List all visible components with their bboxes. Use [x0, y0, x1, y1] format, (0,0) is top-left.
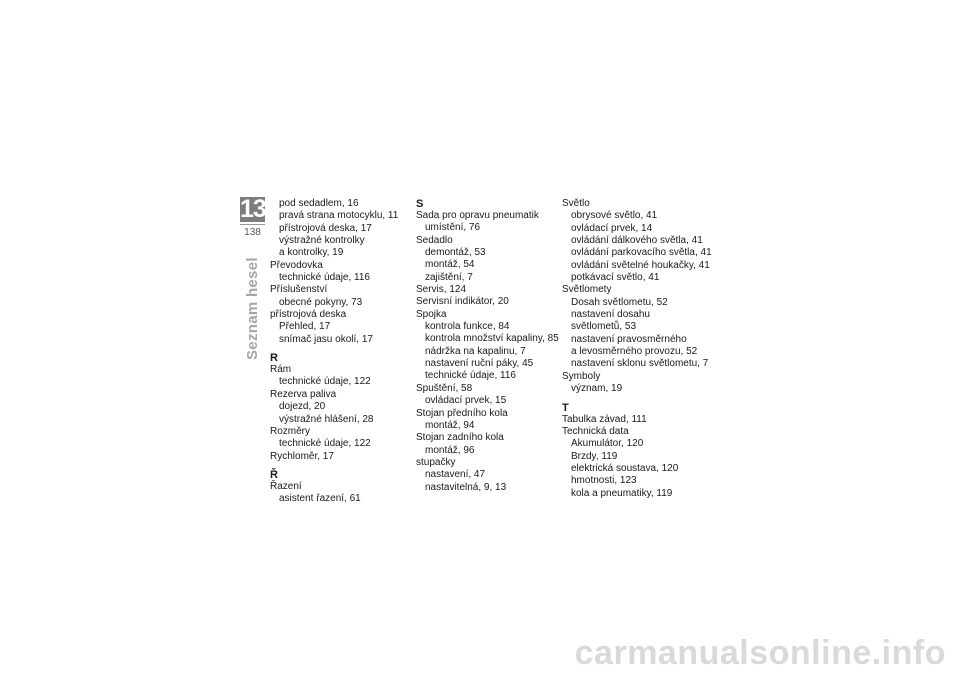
- index-subentry: a kontrolky, 19: [279, 247, 344, 259]
- index-entry: Stojan předního kola: [416, 407, 508, 419]
- index-subentry: význam, 19: [571, 383, 623, 395]
- index-subentry: nastavitelná, 9, 13: [425, 481, 507, 493]
- index-subentry: Přehled, 17: [279, 321, 331, 333]
- index-entry: Rozměry: [270, 425, 311, 437]
- chapter-number: 13: [240, 195, 266, 223]
- index-subentry: montáž, 94: [425, 419, 475, 431]
- index-subentry: hmotnosti, 123: [571, 475, 637, 487]
- index-subentry: umístění, 76: [425, 222, 481, 234]
- index-letter-heading: T: [562, 401, 569, 414]
- index-entry: stupačky: [416, 456, 456, 468]
- index-subentry: Dosah světlometu, 52: [571, 296, 668, 308]
- index-subentry: ovládací prvek, 14: [571, 222, 653, 234]
- index-subentry: kontrola množství kapaliny, 85: [425, 333, 559, 345]
- index-letter-heading: S: [416, 198, 424, 210]
- index-entry: Spuštění, 58: [416, 382, 473, 394]
- index-subentry: montáž, 54: [425, 259, 475, 271]
- index-subentry: a levosměrného provozu, 52: [571, 346, 698, 358]
- index-subentry: Akumulátor, 120: [571, 438, 644, 450]
- index-subentry: výstražné kontrolky: [279, 235, 365, 247]
- index-entry: Technická data: [562, 425, 629, 437]
- index-entry: Tabulka závad, 111: [562, 413, 647, 425]
- index-subentry: výstražné hlášení, 28: [279, 413, 374, 425]
- index-entry: Spojka: [416, 308, 447, 320]
- index-column-1: [270, 198, 410, 506]
- index-subentry: technické údaje, 116: [425, 370, 516, 382]
- index-entry: Rychloměr, 17: [270, 450, 334, 462]
- index-entry: Stojan zadního kola: [416, 432, 504, 444]
- index-entry: Světlomety: [562, 284, 612, 296]
- index-entry: Sedadlo: [416, 234, 453, 246]
- side-title: Seznam hesel: [244, 257, 261, 360]
- index-entry: Řazení: [270, 480, 302, 492]
- index-subentry: ovládání světelné houkačky, 41: [571, 259, 710, 271]
- index-subentry: přístrojová deska, 17: [279, 222, 372, 234]
- index-subentry: asistent řazení, 61: [279, 493, 361, 505]
- index-entry: Servisní indikátor, 20: [416, 296, 509, 308]
- index-letter-heading: Ř: [270, 468, 278, 481]
- index-subentry: nastavení, 47: [425, 469, 486, 481]
- index-subentry: kola a pneumatiky, 119: [571, 487, 673, 499]
- watermark: carmanualsonline.info: [574, 634, 946, 672]
- index-entry: Příslušenství: [270, 284, 328, 296]
- index-subentry: nastavení dosahu: [571, 309, 650, 321]
- page-number: 138: [240, 224, 265, 238]
- index-entry: Rám: [270, 364, 292, 376]
- index-subentry: elektrická soustava, 120: [571, 462, 679, 474]
- index-subentry: nastavení pravosměrného: [571, 333, 687, 345]
- index-subentry: světlometů, 53: [571, 321, 637, 333]
- index-subentry: dojezd, 20: [279, 401, 326, 413]
- index-letter-heading: R: [270, 352, 278, 365]
- index-entry: Sada pro opravu pneumatik: [416, 210, 539, 221]
- index-subentry: pod sedadlem, 16: [279, 198, 359, 209]
- index-subentry: pravá strana motocyklu, 11: [279, 210, 399, 222]
- index-subentry: montáž, 96: [425, 444, 475, 456]
- index-subentry: demontáž, 53: [425, 247, 486, 259]
- index-column-3: [562, 198, 712, 500]
- index-entry: přístrojová deska: [270, 309, 347, 321]
- index-entry: Servis, 124: [416, 284, 467, 296]
- index-subentry: nastavení sklonu světlometu, 7: [571, 358, 709, 370]
- index-entry: Převodovka: [270, 259, 323, 271]
- index-subentry: obrysové světlo, 41: [571, 210, 658, 222]
- index-entry: Světlo: [562, 198, 590, 209]
- index-subentry: technické údaje, 122: [279, 438, 371, 450]
- index-entry: Symboly: [562, 370, 601, 382]
- index-subentry: ovládání dálkového světla, 41: [571, 235, 703, 247]
- index-column-2: [416, 198, 559, 494]
- index-subentry: kontrola funkce, 84: [425, 321, 510, 333]
- index-subentry: potkávací světlo, 41: [571, 272, 660, 284]
- index-subentry: obecné pokyny, 73: [279, 296, 363, 308]
- index-subentry: technické údaje, 116: [279, 272, 370, 284]
- index-subentry: nastavení ruční páky, 45: [425, 358, 534, 370]
- index-subentry: nádržka na kapalinu, 7: [425, 345, 526, 357]
- index-subentry: zajištění, 7: [425, 271, 473, 283]
- index-entry: Rezerva paliva: [270, 388, 337, 400]
- index-subentry: ovládací prvek, 15: [425, 395, 507, 407]
- index-subentry: technické údaje, 122: [279, 376, 371, 388]
- index-subentry: snímač jasu okolí, 17: [279, 333, 373, 345]
- index-subentry: ovládání parkovacího světla, 41: [571, 247, 712, 259]
- index-subentry: Brzdy, 119: [571, 450, 618, 462]
